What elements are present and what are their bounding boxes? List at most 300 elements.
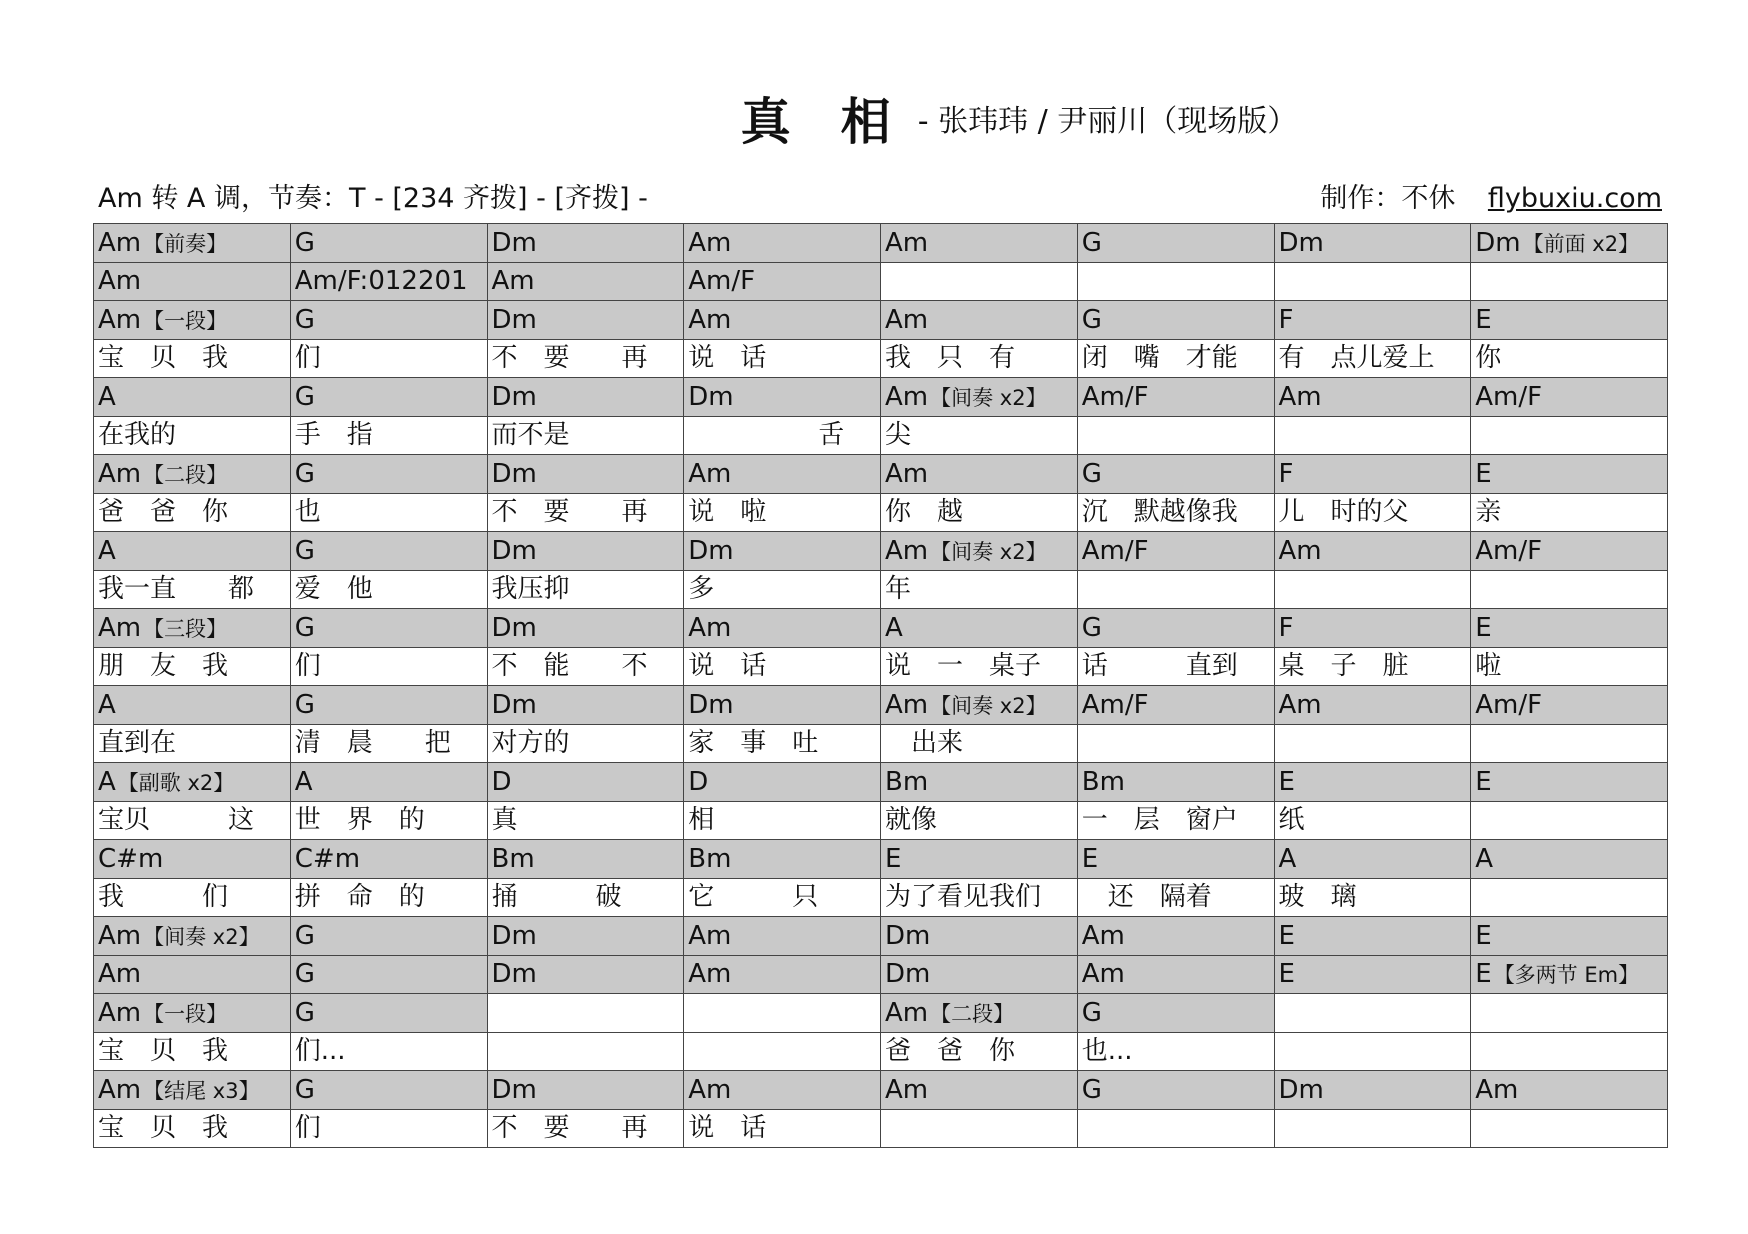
chord-cell [1274,917,1471,956]
lyric-text: 手 指 [294,420,373,451]
lyric-text: 不 要 再 [491,343,648,374]
chord-name: A [885,612,903,643]
chord-name: G [294,997,315,1028]
chord-cell [487,378,684,417]
section-tag: 【间奏 x2】 [930,385,1047,410]
lyric-row [94,1109,1668,1148]
lyric-cell [1274,647,1471,686]
chord-name: Am [885,381,929,412]
lyric-cell [1471,724,1668,763]
chord-name: Bm [1081,766,1125,797]
chord-cell [94,224,291,263]
chord-cell [684,224,881,263]
chord-name: Am [1278,381,1322,412]
lyric-row [94,801,1668,840]
chord-name: G [294,689,315,720]
song-subtitle: - 张玮玮 / 尹丽川（现场版） [917,104,1298,139]
chord-name: Am/F [1475,535,1543,566]
lyric-text: 爸 爸 你 [98,497,229,528]
chord-row [94,262,1668,301]
lyric-text: 我 只 有 [885,343,1016,374]
chord-cell [881,609,1078,648]
chord-cell [1077,1071,1274,1110]
lyric-cell [1274,1109,1471,1148]
chord-name: Am [491,266,535,297]
chord-row [94,955,1668,994]
chord-name: Am [98,959,142,990]
lyric-cell [881,1032,1078,1071]
lyric-text: 对方的 [491,728,570,759]
chord-name: Am [885,1074,929,1105]
lyric-cell [881,1109,1078,1148]
lyric-cell [1077,1109,1274,1148]
chord-name: Am [885,997,929,1028]
chord-cell [1274,763,1471,802]
lyric-text: 沉 默越像我 [1081,497,1238,528]
lyric-cell [487,878,684,917]
lyric-text: 亲 [1475,497,1502,528]
chord-cell [94,262,291,301]
chord-cell [290,917,487,956]
chord-name: Am [885,689,929,720]
chord-cell [290,378,487,417]
chord-row [94,840,1668,879]
chord-name: E [1475,458,1492,489]
lyric-text: 儿 时的父 [1278,497,1409,528]
chord-cell [1471,532,1668,571]
chord-cell [881,955,1078,994]
lyric-text: 爸 爸 你 [885,1036,1016,1067]
chord-cell [881,1071,1078,1110]
lyric-row [94,878,1668,917]
chord-cell [487,763,684,802]
lyric-text: 我压抑 [491,574,570,605]
lyric-cell [1471,416,1668,455]
chord-name: G [294,612,315,643]
chord-cell [1471,378,1668,417]
lyric-cell [94,801,291,840]
chord-cell [94,763,291,802]
chord-name: Am [1278,689,1322,720]
chord-name: A [1475,843,1494,874]
lyric-text: 出来 [885,728,964,759]
lyric-cell [1471,1032,1668,1071]
chord-row [94,917,1668,956]
maker-label: 制作：不休 [1320,183,1456,214]
lyric-cell [290,1032,487,1071]
chord-chart-body [94,224,1668,1148]
lyric-cell [94,570,291,609]
chord-cell [1274,262,1471,301]
lyric-cell [487,416,684,455]
chord-cell [487,301,684,340]
chord-cell [290,763,487,802]
lyric-text: 说 话 [688,1113,767,1144]
chord-cell [290,840,487,879]
lyric-cell [1471,339,1668,378]
lyric-cell [290,801,487,840]
chord-name: Dm [491,689,537,720]
lyric-cell [290,339,487,378]
chord-cell [290,455,487,494]
chord-name: D [688,766,709,797]
credits [1320,176,1662,215]
section-tag: 【间奏 x2】 [143,924,260,949]
lyric-cell [1471,801,1668,840]
chord-name: Dm [688,689,734,720]
chord-name: A [98,535,116,566]
chord-name: Am [1081,920,1125,951]
chord-name: Am [98,227,142,258]
chord-cell [684,609,881,648]
chord-cell [487,262,684,301]
lyric-cell [684,339,881,378]
chord-name: E [1475,766,1492,797]
chord-name: E [1278,766,1295,797]
chord-name: Am [1278,535,1322,566]
lyric-cell [684,1109,881,1148]
chord-name: Am/F [1475,381,1543,412]
lyric-text: 多 [688,574,715,605]
chord-name: Dm [1278,1074,1324,1105]
lyric-text: 不 能 不 [491,651,648,682]
lyric-row [94,724,1668,763]
lyric-cell [94,416,291,455]
lyric-text: 说 啦 [688,497,767,528]
lyric-text: 说 话 [688,651,767,682]
chord-name: G [294,959,315,990]
lyric-text: 宝贝 这 [98,805,255,836]
song-title: 真相 [740,93,941,151]
lyric-cell [94,1109,291,1148]
chord-row [94,224,1668,263]
chord-name: Dm [491,304,537,335]
chord-cell [290,532,487,571]
chord-name: Am/F [1081,689,1149,720]
lyric-text: 你 越 [885,497,964,528]
section-tag: 【二段】 [930,1001,1015,1026]
lyric-cell [684,493,881,532]
chord-name: A [98,381,116,412]
chord-name: Am [688,304,732,335]
title-line [0,82,1748,154]
title-block [741,82,1298,154]
chord-cell [1471,763,1668,802]
chord-name: Dm [885,920,931,951]
lyric-text: 们 [294,343,321,374]
lyric-cell [1077,1032,1274,1071]
chord-name: G [294,1074,315,1105]
lyric-cell [1471,1109,1668,1148]
lyric-cell [684,647,881,686]
lyric-cell [881,416,1078,455]
chord-cell [94,532,291,571]
chord-cell [1077,917,1274,956]
lyric-text: 爱 他 [294,574,373,605]
chord-name: E [1475,959,1492,990]
chord-cell [1077,455,1274,494]
lyric-cell [1274,878,1471,917]
lyric-text: 闭 嘴 才能 [1081,343,1238,374]
site-link[interactable]: flybuxiu.com [1487,183,1662,214]
lyric-cell [684,801,881,840]
chord-name: D [491,766,512,797]
lyric-cell [487,339,684,378]
chord-name: Dm [491,959,537,990]
chord-name: Dm [491,535,537,566]
lyric-text: 啦 [1475,651,1502,682]
chord-name: G [294,535,315,566]
chord-cell [487,994,684,1033]
lyric-cell [487,1032,684,1071]
chord-cell [1471,301,1668,340]
lyric-text: 说 一 桌子 [885,651,1042,682]
chord-name: G [294,304,315,335]
chord-cell [1471,955,1668,994]
chord-cell [487,840,684,879]
chord-name: G [294,381,315,412]
chord-cell [881,378,1078,417]
lyric-cell [94,339,291,378]
lyric-cell [1274,724,1471,763]
lyric-cell [290,570,487,609]
chord-cell [1077,262,1274,301]
chord-name: E [1475,920,1492,951]
lyric-cell [1274,493,1471,532]
lyric-cell [290,724,487,763]
chord-cell [881,301,1078,340]
chord-cell [1077,532,1274,571]
chord-row [94,455,1668,494]
chord-cell [1274,686,1471,725]
lyric-text: 们... [294,1036,346,1067]
chord-cell [487,224,684,263]
lyric-text: 们 [294,651,321,682]
chord-cell [1471,917,1668,956]
lyric-cell [94,647,291,686]
chord-name: Dm [491,1074,537,1105]
lyric-cell [1077,878,1274,917]
chord-cell [290,609,487,648]
chord-name: Bm [491,843,535,874]
lyric-cell [1471,493,1668,532]
key-info: Am 转 A 调，节奏：T - [234 齐拨] - [齐拨] - [98,183,648,214]
chord-name: A [98,766,116,797]
chord-name: Dm [885,959,931,990]
chord-cell [1471,840,1668,879]
chord-cell [290,994,487,1033]
lyric-row [94,493,1668,532]
lyric-cell [290,647,487,686]
chord-name: Am [98,612,142,643]
lyric-text: 捅 破 [491,882,622,913]
chord-cell [94,378,291,417]
lyric-cell [1077,724,1274,763]
chord-cell [1274,994,1471,1033]
lyric-cell [487,801,684,840]
lyric-cell [1274,570,1471,609]
lyric-text: 就像 [885,805,938,836]
chord-cell [487,955,684,994]
chord-cell [881,455,1078,494]
chord-cell [684,955,881,994]
chord-cell [684,686,881,725]
chord-cell [684,1071,881,1110]
lyric-cell [1471,647,1668,686]
chord-cell [1077,840,1274,879]
chord-name: G [294,458,315,489]
lyric-cell [881,339,1078,378]
lyric-cell [1077,339,1274,378]
lyric-cell [1471,878,1668,917]
lyric-cell [94,724,291,763]
chord-cell [881,224,1078,263]
section-tag: 【多两节 Em】 [1493,963,1640,988]
lyric-cell [1274,801,1471,840]
chord-cell [1077,763,1274,802]
lyric-cell [881,570,1078,609]
chord-cell [881,917,1078,956]
lyric-cell [290,878,487,917]
chord-cell [94,1071,291,1110]
lyric-text: 们 [294,1113,321,1144]
lyric-row [94,339,1668,378]
lyric-text: 宝 贝 我 [98,1113,229,1144]
chord-cell [1471,994,1668,1033]
chord-name: Am [885,227,929,258]
chord-cell [1077,378,1274,417]
chord-row [94,763,1668,802]
lyric-cell [487,724,684,763]
chord-cell [1274,532,1471,571]
chord-cell [881,686,1078,725]
lyric-cell [1077,647,1274,686]
lyric-text: 我一直 都 [98,574,255,605]
chord-cell [290,1071,487,1110]
section-tag: 【间奏 x2】 [930,693,1047,718]
lyric-text: 拼 命 的 [294,882,425,913]
chord-cell [1077,994,1274,1033]
lyric-cell [94,1032,291,1071]
chord-name: F [1278,458,1294,489]
chord-cell [1471,686,1668,725]
lyric-cell [881,724,1078,763]
lyric-text: 舌 [688,420,845,451]
chord-cell [487,917,684,956]
lyric-row [94,647,1668,686]
chord-cell [1077,686,1274,725]
lyric-cell [290,416,487,455]
chord-cell [290,262,487,301]
lyric-cell [1077,801,1274,840]
chord-cell [684,455,881,494]
chord-cell [1471,455,1668,494]
chord-row [94,1071,1668,1110]
lyric-cell [1077,570,1274,609]
chord-name: Dm [688,381,734,412]
chord-name: E [1278,920,1295,951]
lyric-text: 清 晨 把 [294,728,451,759]
chord-name: Bm [885,766,929,797]
chord-chart [93,223,1668,1148]
lyric-text: 纸 [1278,805,1305,836]
lyric-text: 一 层 窗户 [1081,805,1238,836]
chord-cell [290,224,487,263]
lyric-text: 还 隔着 [1081,882,1212,913]
chord-name: Am [98,266,142,297]
lyric-cell [1274,416,1471,455]
chord-cell [881,763,1078,802]
lyric-cell [1077,493,1274,532]
chord-name: Am [885,304,929,335]
lyric-cell [94,878,291,917]
lyric-text: 不 要 再 [491,1113,648,1144]
chord-row [94,301,1668,340]
chord-name: Am/F [688,266,756,297]
chord-cell [487,532,684,571]
chord-cell [1077,609,1274,648]
lyric-text: 朋 友 我 [98,651,229,682]
chord-row [94,609,1668,648]
lyric-row [94,416,1668,455]
chord-name: G [1081,458,1102,489]
chord-name: Dm [491,227,537,258]
lyric-cell [1077,416,1274,455]
section-tag: 【二段】 [143,462,228,487]
chord-cell [1274,609,1471,648]
chord-name: Am [688,227,732,258]
chord-cell [94,994,291,1033]
chord-name: Dm [1475,227,1521,258]
lyric-text: 宝 贝 我 [98,343,229,374]
lyric-cell [290,1109,487,1148]
chord-name: Am/F:012201 [294,266,468,297]
chord-cell [684,301,881,340]
lyric-row [94,1032,1668,1071]
chord-name: Am/F [1081,381,1149,412]
lyric-text: 也... [1081,1036,1133,1067]
chord-name: Am [98,1074,142,1105]
chord-name: Am [885,535,929,566]
chord-cell [94,955,291,994]
lyric-cell [1471,570,1668,609]
lyric-cell [684,570,881,609]
lyric-text: 为了看见我们 [885,882,1042,913]
chord-cell [94,301,291,340]
chord-cell [1471,1071,1668,1110]
lyric-text: 你 [1475,343,1502,374]
lyric-text: 宝 贝 我 [98,1036,229,1067]
lyric-cell [881,801,1078,840]
section-tag: 【前面 x2】 [1522,231,1640,256]
lyric-text: 有 点儿爱上 [1278,343,1435,374]
chord-name: A [294,766,313,797]
lyric-text: 玻 璃 [1278,882,1357,913]
chord-name: Dm [491,612,537,643]
chord-cell [1471,609,1668,648]
chord-name: C#m [98,843,164,874]
chord-name: Am [688,612,732,643]
chord-name: Am [98,997,142,1028]
chord-cell [881,262,1078,301]
chord-name: G [1081,304,1102,335]
chord-cell [684,378,881,417]
chord-name: E [1081,843,1099,874]
lyric-text: 尖 [885,420,912,451]
chord-name: Am [688,458,732,489]
chord-cell [881,994,1078,1033]
chord-cell [1274,224,1471,263]
